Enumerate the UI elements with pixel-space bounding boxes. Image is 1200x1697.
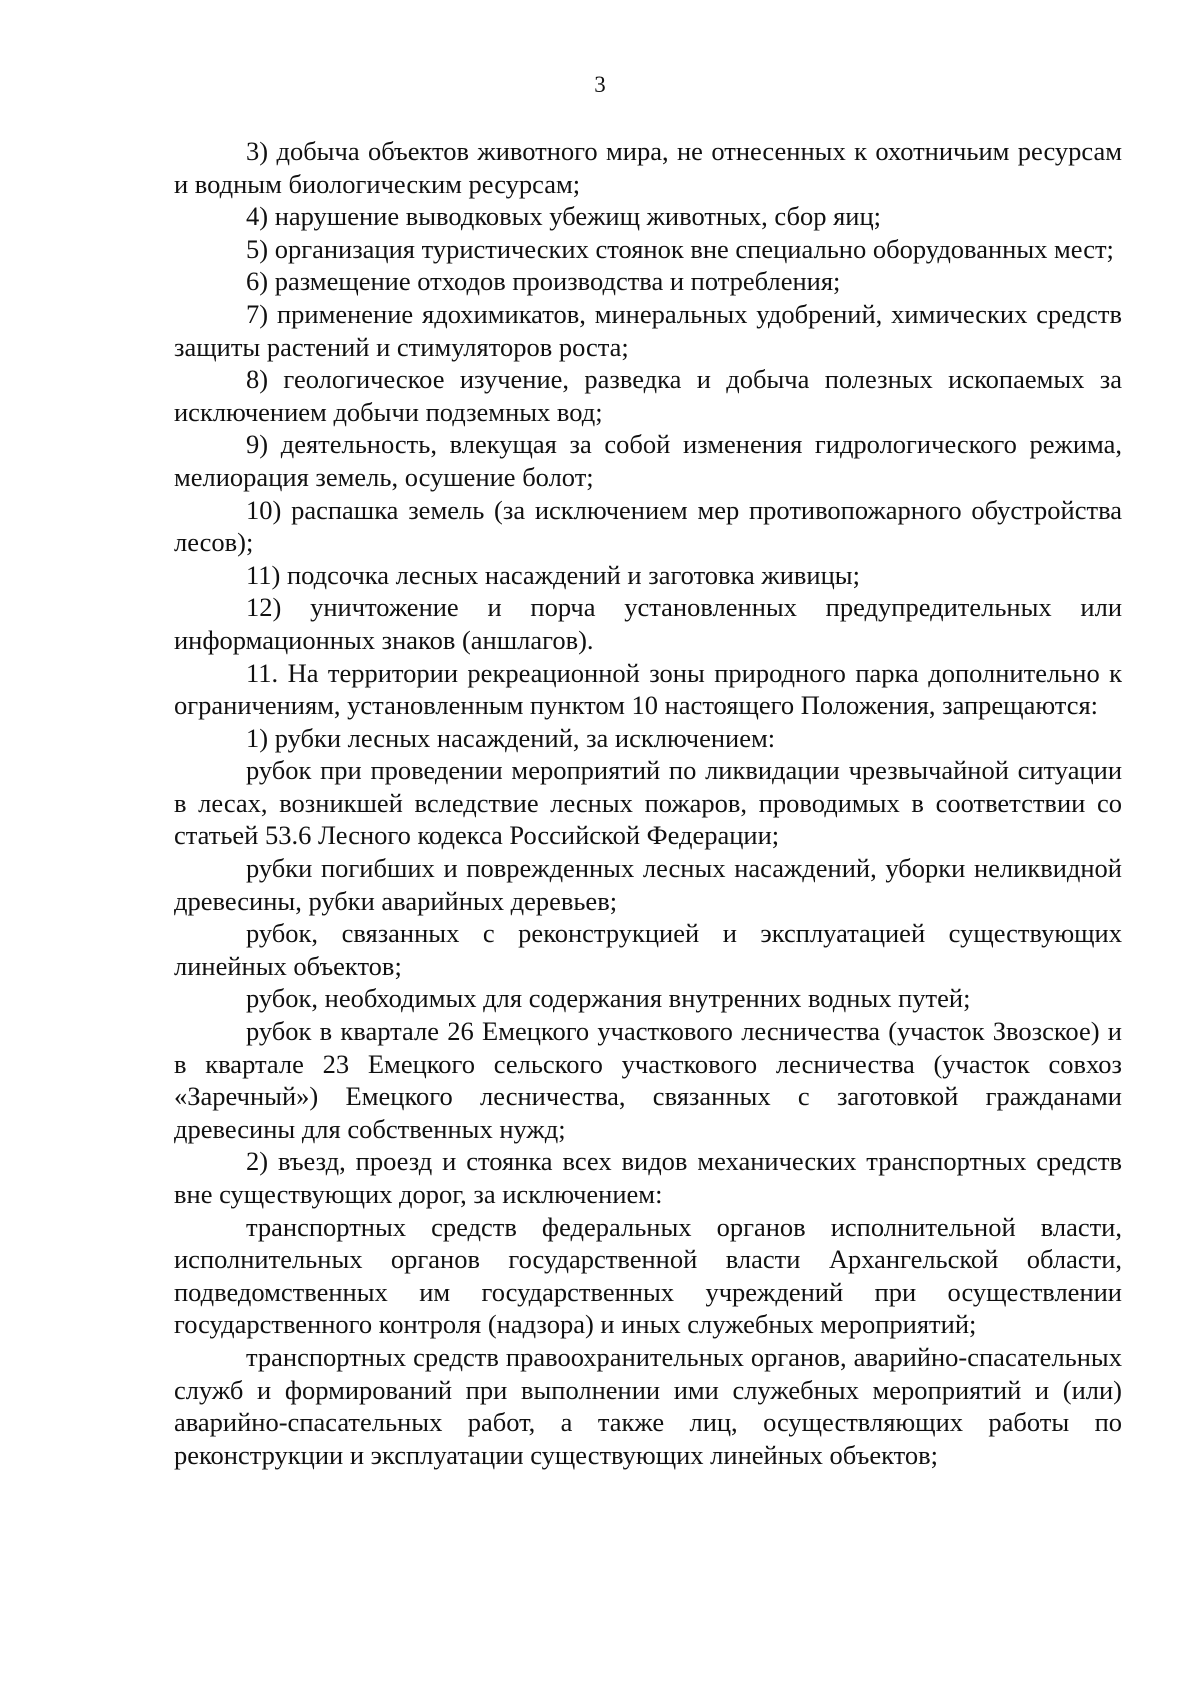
exception-state-vehicles: транспортных средств федеральных органов исполнительной власти, исполнительных органов государственной власти Архангельской области, подведомственных им государственных учреждений при осуществлении государственного контроля (надзора) и иных служебных мероприятий; xyxy=(174,1211,1122,1340)
paragraph-item-3: 3) добыча объектов животного мира, не отнесенных к охотничьим ресурсам и водным биологическим ресурсам; xyxy=(174,136,1122,199)
document-body xyxy=(174,135,1122,1471)
exception-emergency-felling: рубок при проведении мероприятий по ликвидации чрезвычайной ситуации в лесах, возникшей вследствие лесных пожаров, проводимых в соответствии со статьей 53.6 Лесного кодекса Российской Федерации; xyxy=(174,755,1122,851)
page-number: 3 xyxy=(594,72,606,97)
paragraph-item-11: 11) подсочка лесных насаждений и заготовка живицы; xyxy=(246,559,860,590)
paragraph-item-6: 6) размещение отходов производства и потребления; xyxy=(246,266,841,297)
paragraph-item-12: 12) уничтожение и порча установленных предупредительных или информационных знаков (аншлагов). xyxy=(174,592,1122,655)
exception-waterways-felling: рубок, необходимых для содержания внутренних водных путей; xyxy=(246,983,971,1014)
clause-11-item-1: 1) рубки лесных насаждений, за исключением: xyxy=(246,722,776,753)
exception-dead-trees-felling: рубки погибших и поврежденных лесных насаждений, уборки неликвидной древесины, рубки аварийных деревьев; xyxy=(174,853,1122,916)
paragraph-item-5: 5) организация туристических стоянок вне специально оборудованных мест; xyxy=(246,233,1114,264)
clause-11-item-2: 2) въезд, проезд и стоянка всех видов механических транспортных средств вне существующих дорог, за исключением: xyxy=(174,1146,1122,1209)
paragraph-item-4: 4) нарушение выводковых убежищ животных, сбор яиц; xyxy=(246,201,882,232)
clause-11-intro: 11. На территории рекреационной зоны природного парка дополнительно к ограничениям, установленным пунктом 10 настоящего Положения, запрещаются: xyxy=(174,657,1122,721)
paragraph-item-8: 8) геологическое изучение, разведка и добыча полезных ископаемых за исключением добычи подземных вод; xyxy=(174,364,1122,427)
paragraph-item-9: 9) деятельность, влекущая за собой изменения гидрологического режима, мелиорация земель, осушение болот; xyxy=(174,429,1122,492)
exception-quarter-felling: рубок в квартале 26 Емецкого участкового лесничества (участок Звозское) и в квартале 23 Емецкого сельского участкового лесничества (участок совхоз «Заречный») Емецкого лесничества, связанных с заготовкой гражданами древесины для собственных нужд; xyxy=(174,1016,1122,1144)
exception-emergency-vehicles: транспортных средств правоохранительных органов, аварийно-спасательных служб и формирований при выполнении ими служебных мероприятий и (или) аварийно-спасательных работ, а также лиц, осуществляющих работы по реконструкции и эксплуатации существующих линейных объектов; xyxy=(174,1341,1122,1470)
paragraph-item-7: 7) применение ядохимикатов, минеральных удобрений, химических средств защиты растений и стимуляторов роста; xyxy=(174,298,1122,362)
exception-linear-objects-felling: рубок, связанных с реконструкцией и эксплуатацией существующих линейных объектов; xyxy=(174,918,1122,981)
paragraph-item-10: 10) распашка земель (за исключением мер противопожарного обустройства лесов); xyxy=(174,494,1122,558)
